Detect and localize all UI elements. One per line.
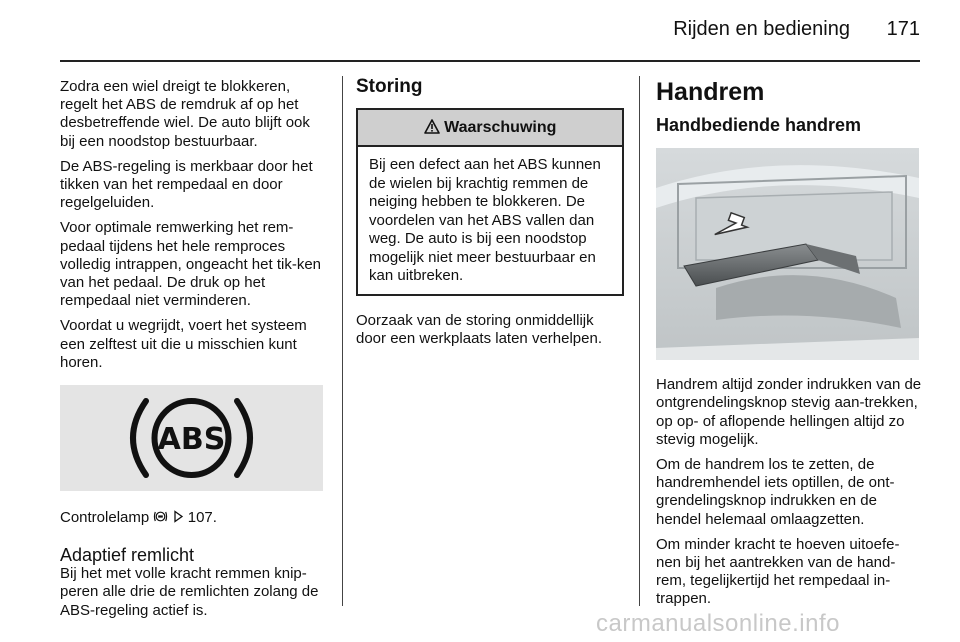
paragraph-abs-noise: De ABS-regeling is merkbaar door het tikken van het rempedaal en door regelgeluiden. xyxy=(60,157,313,212)
paragraph-handbrake-apply: Handrem altijd zonder indrukken van de ontgrendelingsknop stevig aan-trekken, op op- of aflopende hellingen altijd zo stevig mogelijk. xyxy=(656,376,922,448)
handbrake-illustration xyxy=(656,148,919,360)
paragraph-fault-repair: Oorzaak van de storing onmiddellijk door een werkplaats laten verhelpen. xyxy=(356,311,602,348)
paragraph-abs-pedal: Voor optimale remwerking het rem-pedaal tijdens het hele remproces volledig intrappen, ongeacht het tik-ken van het pedaal. De druk op het rempedaal niet verminderen. xyxy=(60,219,322,310)
column-1 xyxy=(60,78,328,627)
column-divider-2 xyxy=(639,76,640,606)
paragraph-abs-selftest: Voordat u wegrijdt, voert het systeem een zelftest uit die u misschien kunt horen. xyxy=(60,317,307,371)
abs-warning-lamp-illustration xyxy=(60,385,323,491)
caption-page-ref: 107. xyxy=(187,509,217,527)
subheading-manual-handbrake: Handbediende handrem xyxy=(656,115,862,135)
column-divider-1 xyxy=(342,76,343,606)
page-number: 171 xyxy=(886,18,920,40)
section-heading-adaptive-brake-light: Adaptief remlicht xyxy=(60,545,195,566)
warning-title: Waarschuwing xyxy=(444,119,557,137)
handbrake-lever-image xyxy=(656,148,919,360)
paragraph-adaptive-brake-light: Bij het met volle kracht remmen knip-peren alle drie de remlichten zolang de ABS-regeling actief is. xyxy=(60,565,319,619)
abs-small-icon xyxy=(153,510,168,523)
warning-text: Bij een defect aan het ABS kunnen de wielen bij krachtig remmen de neiging hebben te blokkeren. De voordelen van het ABS vallen dan weg. De auto is bij een noodstop mogelijk niet meer bestuurbaar en kan uitbreken. xyxy=(369,156,601,285)
section-heading-handbrake: Handrem xyxy=(656,78,765,106)
warning-triangle-icon xyxy=(424,119,440,134)
section-heading-fault: Storing xyxy=(356,76,423,97)
abs-symbol-label: ABS xyxy=(157,422,226,458)
paragraph-handbrake-tip: Om minder kracht te hoeven uitoefe-nen bij het aantrekken van de hand-rem, tegelijkertijd het rempedaal in-trappen. xyxy=(656,535,900,608)
watermark: carmanualsonline.info xyxy=(596,610,840,637)
paragraph-handbrake-release: Om de handrem los te zetten, de handremhendel iets optillen, de ont-grendelingsknop indrukken en de hendel helemaal omlaagzetten. xyxy=(656,456,895,528)
header-rule xyxy=(60,60,920,62)
page-reference-arrow-icon xyxy=(173,510,184,523)
running-header-title: Rijden en bediening xyxy=(673,18,850,40)
caption-label: Controlelamp xyxy=(60,509,150,527)
warning-box xyxy=(356,108,624,296)
warning-header xyxy=(358,110,622,147)
paragraph-abs-intro: Zodra een wiel dreigt te blokkeren, regelt het ABS de remdruk af op het desbetreffende wiel. De auto blijft ook bij een noodstop bestuurbaar. xyxy=(60,78,310,150)
figure-caption xyxy=(60,509,328,527)
abs-lamp-icon xyxy=(60,385,323,491)
column-2 xyxy=(356,78,624,355)
column-3 xyxy=(656,78,922,616)
